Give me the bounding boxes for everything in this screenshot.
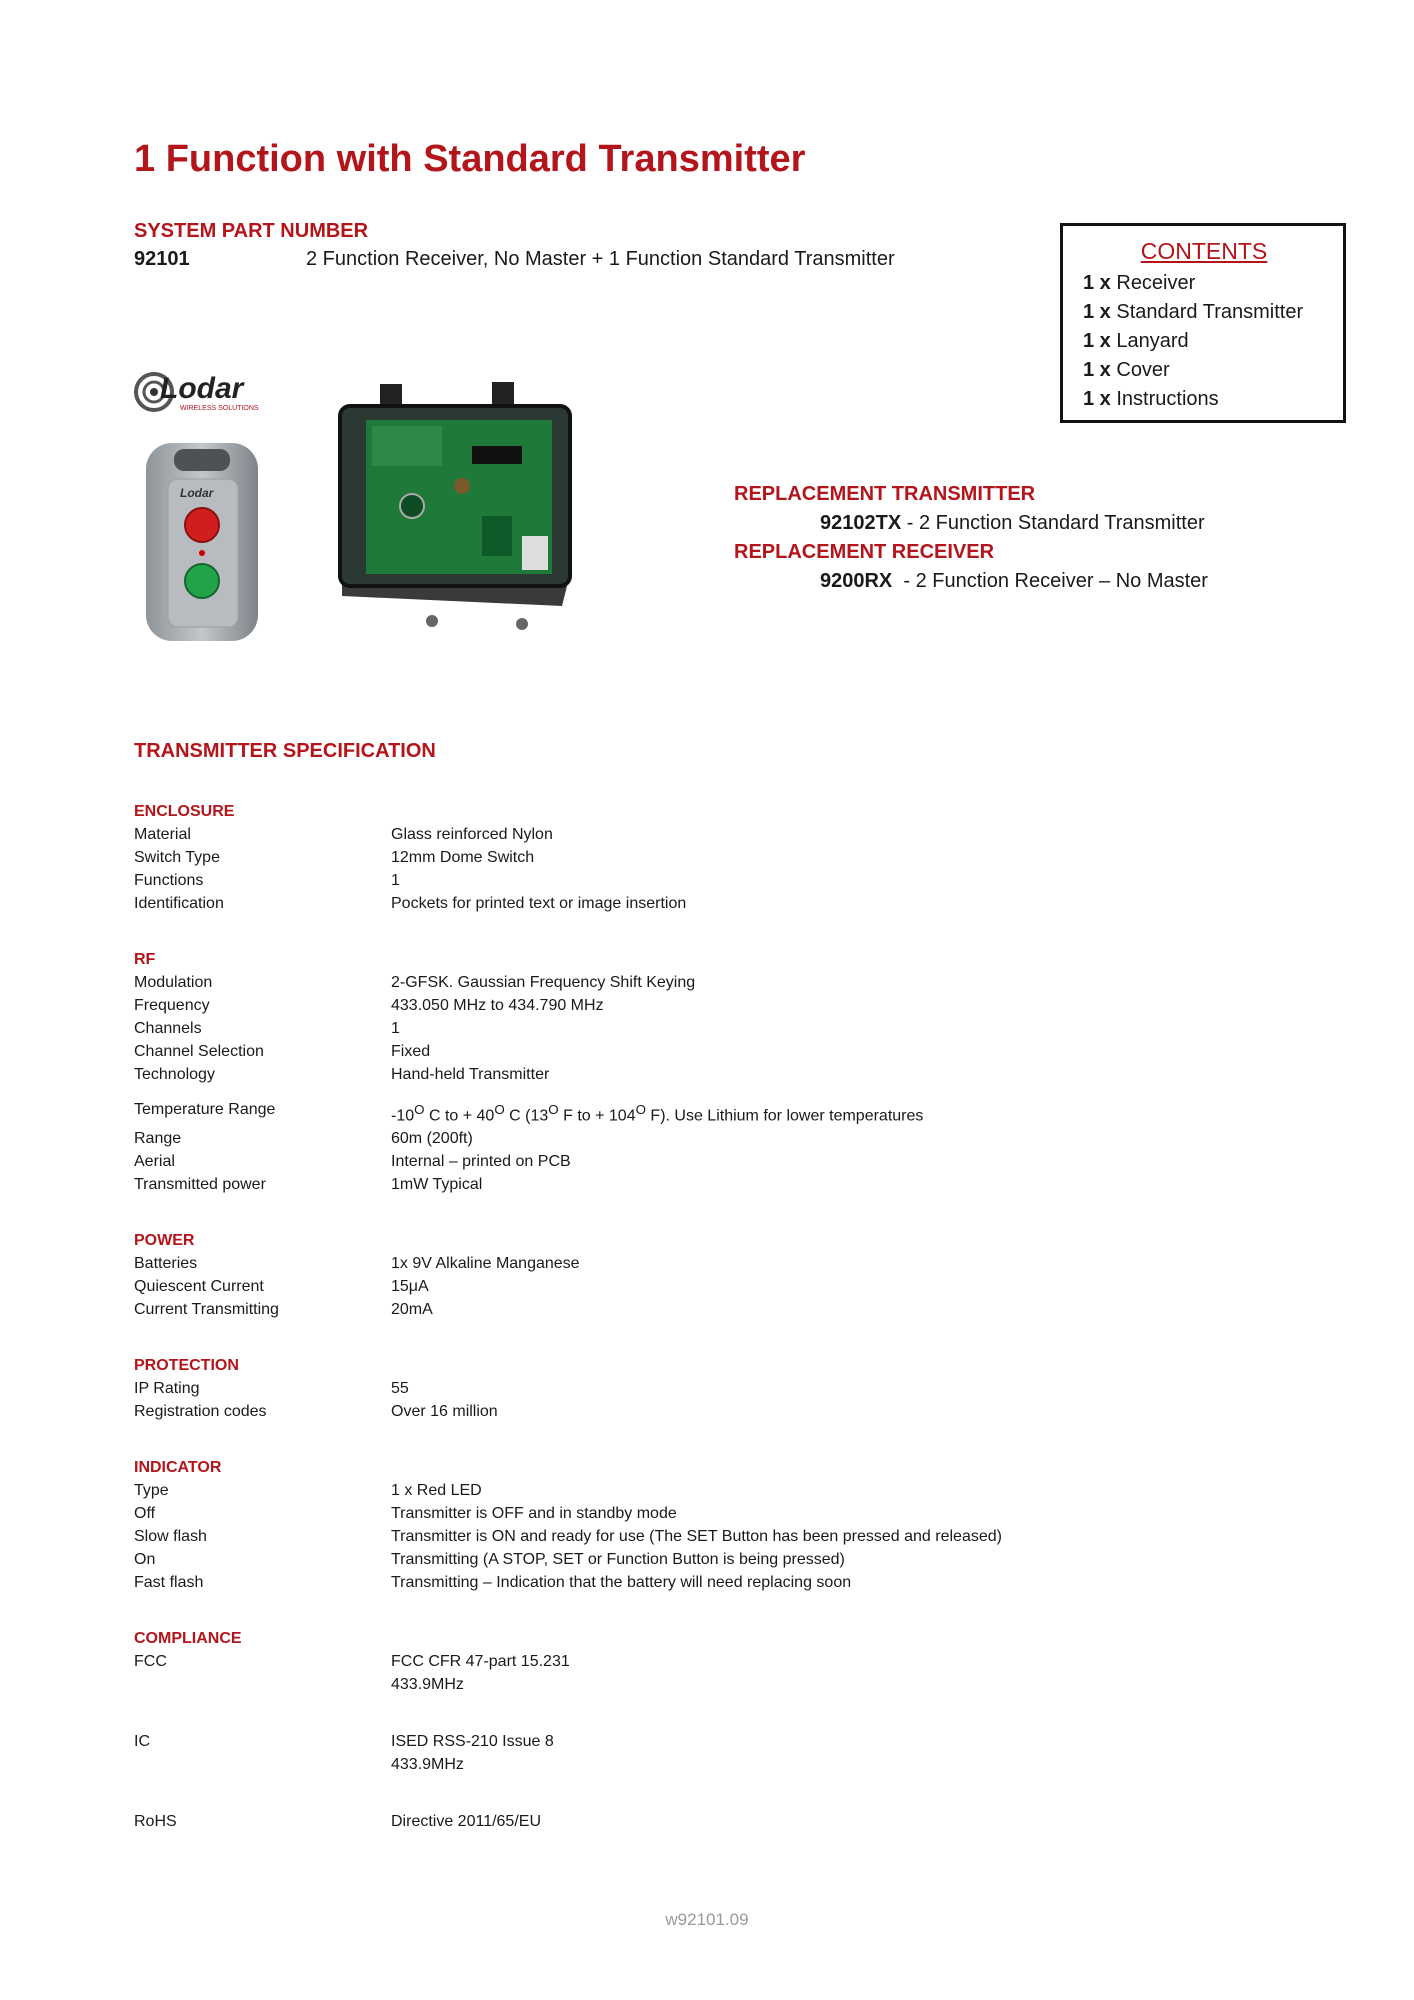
section-heading: INDICATOR [134,1459,222,1477]
spec-row: Current Transmitting 20mA [134,1301,433,1319]
spec-row: Frequency 433.050 MHz to 434.790 MHz [134,997,604,1014]
spec-row: Aerial Internal – printed on PCB [134,1153,571,1171]
spec-section-indicator [134,1456,1294,1594]
spec-row: Batteries 1x 9V Alkaline Manganese [134,1255,580,1273]
spec-row: Registration codes Over 16 million [134,1403,498,1421]
spec-row: Fast flash Transmitting – Indication that the battery will need replacing soon [134,1574,852,1592]
spec-row: FCC FCC CFR 47-part 15.231 433.9MHz [134,1653,570,1694]
contents-box [1060,223,1346,423]
document-code: w92101.09 [665,1910,749,1929]
spec-section-rf [134,948,1294,1196]
section-heading: POWER [134,1232,195,1250]
spec-section-compliance [134,1627,1294,1833]
spec-section-protection [134,1354,1294,1423]
section-heading: COMPLIANCE [134,1630,242,1648]
replacement-transmitter: 92102TX - 2 Function Standard Transmitter [820,512,1205,534]
spec-table [134,800,1294,1866]
spec-section-power [134,1229,1294,1321]
contents-item: 1 x Cover [1083,359,1170,381]
spec-section-enclosure [134,800,1294,915]
standard-transmitter-image [140,435,265,647]
spec-row: Transmitted power 1mW Typical [134,1176,483,1194]
system-part-number: 92101 [134,248,190,270]
replacement-receiver: 9200RX - 2 Function Receiver – No Master [820,570,1208,592]
spec-title: TRANSMITTER SPECIFICATION [134,740,436,762]
receiver-image [322,376,592,636]
replacement-transmitter-label: REPLACEMENT TRANSMITTER [734,483,1036,505]
spec-row: IP Rating 55 [134,1380,409,1398]
spec-row: RoHS Directive 2011/65/EU [134,1813,541,1831]
spec-row: Slow flash Transmitter is ON and ready for use (The SET Button has been pressed and released) [134,1528,1002,1546]
contents-item: 1 x Lanyard [1083,330,1189,352]
svg-text:Lodar: Lodar [180,486,214,500]
spec-row: Functions 1 [134,872,400,889]
spec-row: Channels 1 [134,1020,400,1037]
svg-text:WIRELESS SOLUTIONS: WIRELESS SOLUTIONS [180,405,259,412]
contents-title: CONTENTS [1140,238,1268,264]
system-part-description: 2 Function Receiver, No Master + 1 Function Standard Transmitter [306,248,895,270]
lodar-logo [134,366,274,414]
spec-row: IC ISED RSS-210 Issue 8 433.9MHz [134,1733,554,1774]
system-part-label: SYSTEM PART NUMBER [134,220,369,242]
spec-row: Modulation 2-GFSK. Gaussian Frequency Shift Keying [134,974,696,991]
spec-row: Channel Selection Fixed [134,1043,431,1060]
contents-item: 1 x Standard Transmitter [1083,301,1304,323]
replacement-receiver-label: REPLACEMENT RECEIVER [734,541,995,563]
spec-row: Quiescent Current 15μA [134,1278,429,1296]
contents-item: 1 x Instructions [1083,388,1219,410]
spec-row: Off Transmitter is OFF and in standby mode [134,1505,677,1523]
spec-row: Switch Type 12mm Dome Switch [134,849,535,866]
spec-row: Technology Hand-held Transmitter [134,1066,550,1083]
spec-row: On Transmitting (A STOP, SET or Function Button is being pressed) [134,1551,845,1569]
spec-row: Identification Pockets for printed text or image insertion [134,895,687,912]
spec-row: Material Glass reinforced Nylon [134,826,553,843]
spec-row: Type 1 x Red LED [134,1482,482,1500]
spec-row-temperature: Temperature Range $-10^O$ C to + $40^O$ C ($13^O$ F to + $104^O$ F). Use Lithium for lower temperatures [134,1101,924,1125]
section-heading: RF [134,951,156,968]
svg-text:Lodar: Lodar [160,372,244,405]
contents-item: 1 x Receiver [1083,272,1196,294]
spec-row: Range 60m (200ft) [134,1130,473,1148]
section-heading: ENCLOSURE [134,803,235,820]
section-heading: PROTECTION [134,1357,239,1375]
page-title: 1 Function with Standard Transmitter [134,138,806,180]
